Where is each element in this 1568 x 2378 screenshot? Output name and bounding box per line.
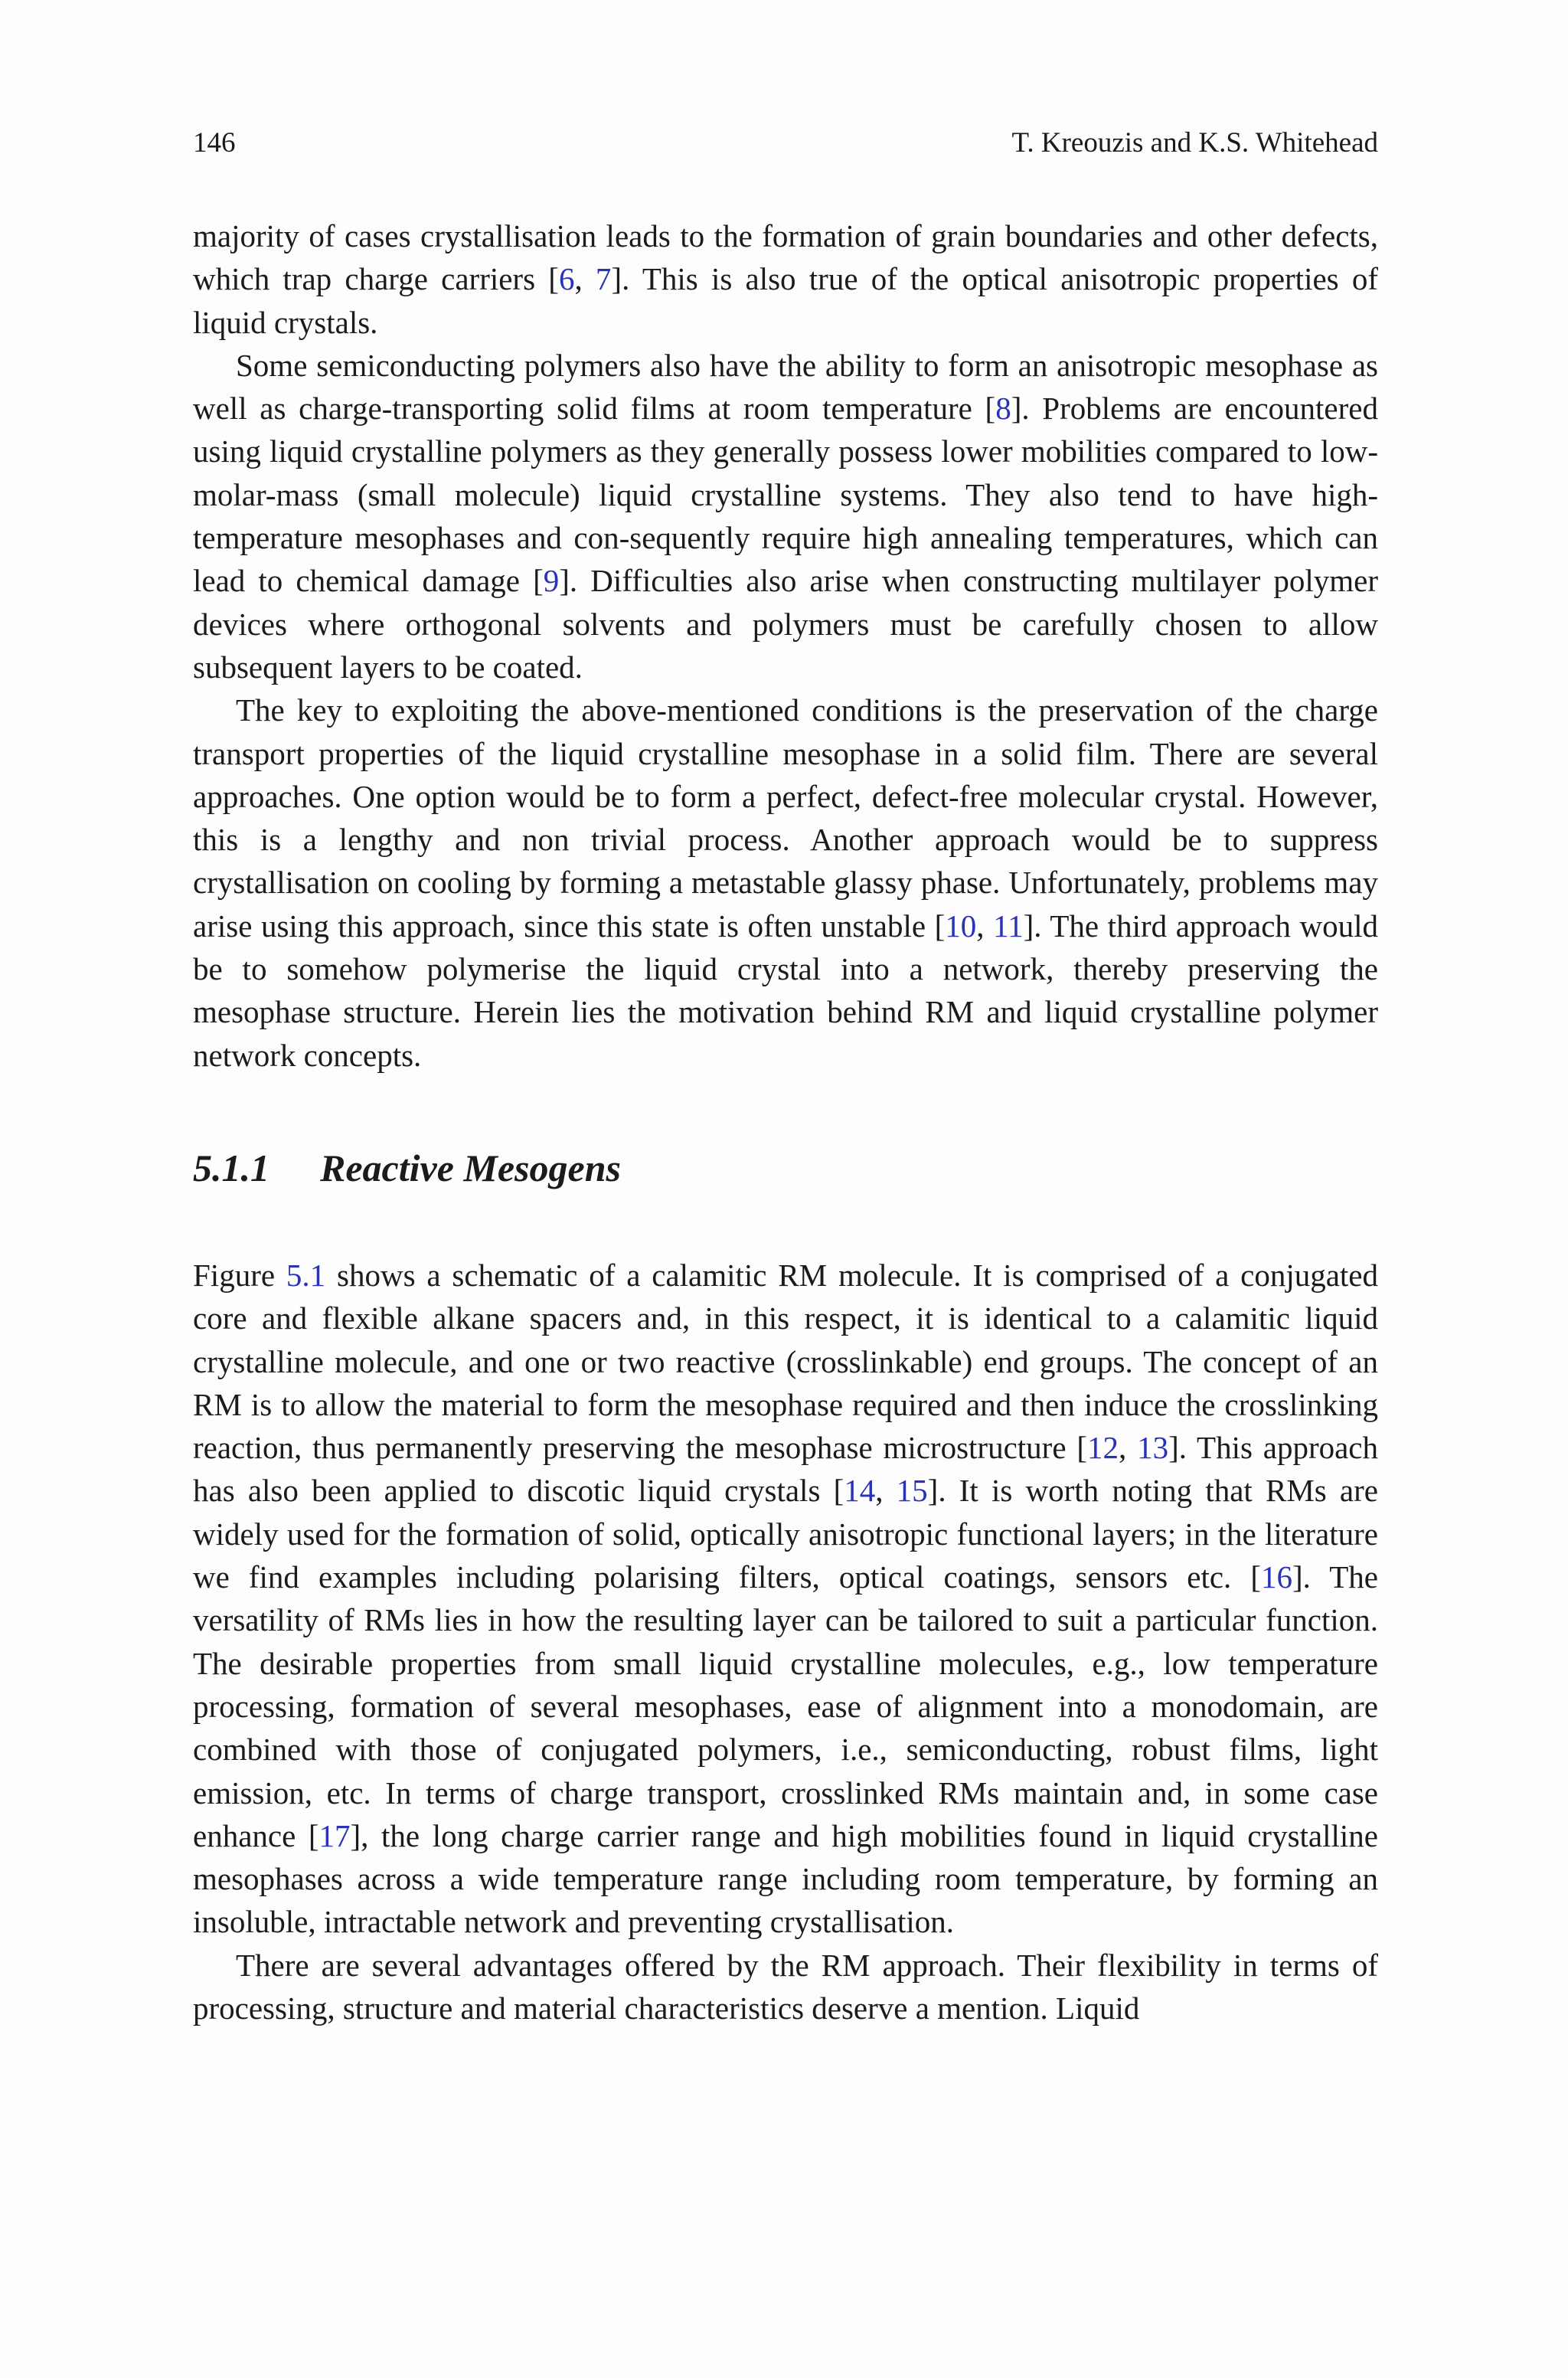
- paragraph-text: The key to exploiting the above-mentioned conditions is the preservation of the charge transport properties of the liquid crystalline mesophase in a solid film. There are several approaches. One option would be to form a perfect, defect-free molecular crystal. However, this is a lengthy and non trivial process. Another approach would be to suppress crystallisation on cooling by forming a metastable glassy phase. Unfortunately, problems may arise using this approach, since this state is often unstable [: [193, 692, 1378, 944]
- paragraph-text: ], the long charge carrier range and high mobilities found in liquid crystalline mesophases across a wide temperature range including room temperature, by forming an insoluble, intractable network and preventing crystallisation.: [193, 1817, 1378, 1940]
- paragraph-text: majority of cases crystallisation leads to the formation of grain boundaries and other defects, which trap charge carriers [: [193, 218, 1378, 297]
- paragraph-text: Some semiconducting polymers also have the ability to form an anisotropic mesophase as well as charge-transporting solid films at room temperature [: [193, 347, 1378, 427]
- body-paragraph: [193, 214, 1378, 344]
- citation-link[interactable]: 8: [995, 391, 1011, 427]
- paragraph-text: ]. Problems are encountered using liquid crystalline polymers as they generally possess lower mobilities compared to low-molar-mass (small molecule) liquid crystalline systems. They also tend to have high-temperature mesophases and con-sequently require high annealing temperatures, which can lead to chemical damage [: [193, 391, 1378, 599]
- paragraph-text: ]. This approach has also been applied to discotic liquid crystals [: [193, 1430, 1378, 1509]
- citation-link[interactable]: 6: [558, 261, 575, 297]
- section-number: 5.1.1: [193, 1146, 270, 1189]
- page-number: 146: [193, 127, 236, 159]
- citation-link[interactable]: 10: [945, 908, 977, 944]
- body-paragraph: [193, 1944, 1378, 2030]
- body-paragraph: [193, 1254, 1378, 1944]
- citation-link[interactable]: 16: [1261, 1559, 1293, 1595]
- paragraph-text: ,: [875, 1473, 897, 1509]
- citation-link[interactable]: 9: [543, 563, 560, 599]
- paragraph-text: ,: [1119, 1430, 1138, 1466]
- paragraphs-after-section: [193, 1254, 1378, 2030]
- paragraph-text: ,: [574, 261, 596, 297]
- citation-link[interactable]: 13: [1137, 1430, 1169, 1466]
- paragraph-text: Figure: [193, 1257, 286, 1293]
- citation-link[interactable]: 5.1: [286, 1257, 326, 1293]
- citation-link[interactable]: 11: [993, 908, 1024, 944]
- citation-link[interactable]: 7: [595, 261, 612, 297]
- running-head-authors: T. Kreouzis and K.S. Whitehead: [1011, 127, 1378, 159]
- paragraph-text: ,: [976, 908, 994, 944]
- body-paragraph: [193, 689, 1378, 1077]
- paragraph-text: ]. Difficulties also arise when constructing multilayer polymer devices where orthogonal solvents and polymers must be carefully chosen to allow subsequent layers to be coated.: [193, 563, 1379, 685]
- paragraph-text: ]. The versatility of RMs lies in how the resulting layer can be tailored to suit a particular function. The desirable properties from small liquid crystalline molecules, e.g., low temperature processing, formation of several mesophases, ease of alignment into a monodomain, are combined with those of conjugated polymers, i.e., semiconducting, robust films, light emission, etc. In terms of charge transport, crosslinked RMs maintain and, in some case enhance [: [193, 1559, 1378, 1853]
- paragraphs-before-section: [193, 214, 1378, 1077]
- body-paragraph: [193, 344, 1378, 689]
- paragraph-text: There are several advantages offered by the RM approach. Their flexibility in terms of processing, structure and material characteristics deserve a mention. Liquid: [193, 1947, 1378, 2026]
- citation-link[interactable]: 15: [896, 1473, 928, 1509]
- section-title: Reactive Mesogens: [320, 1146, 621, 1189]
- page-header: [193, 124, 1378, 170]
- paragraph-text: ]. This is also true of the optical anisotropic properties of liquid crystals.: [193, 261, 1379, 340]
- citation-link[interactable]: 12: [1087, 1430, 1119, 1466]
- body-text: [193, 214, 1378, 2030]
- citation-link[interactable]: 17: [318, 1817, 351, 1853]
- paragraph-text: ]. The third approach would be to somehow polymerise the liquid crystal into a network, thereby preserving the mesophase structure. Herein lies the motivation behind RM and liquid crystalline polymer network concepts.: [193, 908, 1379, 1073]
- citation-link[interactable]: 14: [844, 1473, 876, 1509]
- paragraph-text: shows a schematic of a calamitic RM molecule. It is comprised of a conjugated core and flexible alkane spacers and, in this respect, it is identical to a calamitic liquid crystalline molecule, and one or two reactive (crosslinkable) end groups. The concept of an RM is to allow the material to form the mesophase required and then induce the crosslinking reaction, thus permanently preserving the mesophase microstructure [: [193, 1257, 1379, 1466]
- paragraph-text: ]. It is worth noting that RMs are widely used for the formation of solid, optically anisotropic functional layers; in the literature we find examples including polarising filters, optical coatings, sensors etc. [: [193, 1473, 1378, 1595]
- section-heading: [193, 1145, 1378, 1191]
